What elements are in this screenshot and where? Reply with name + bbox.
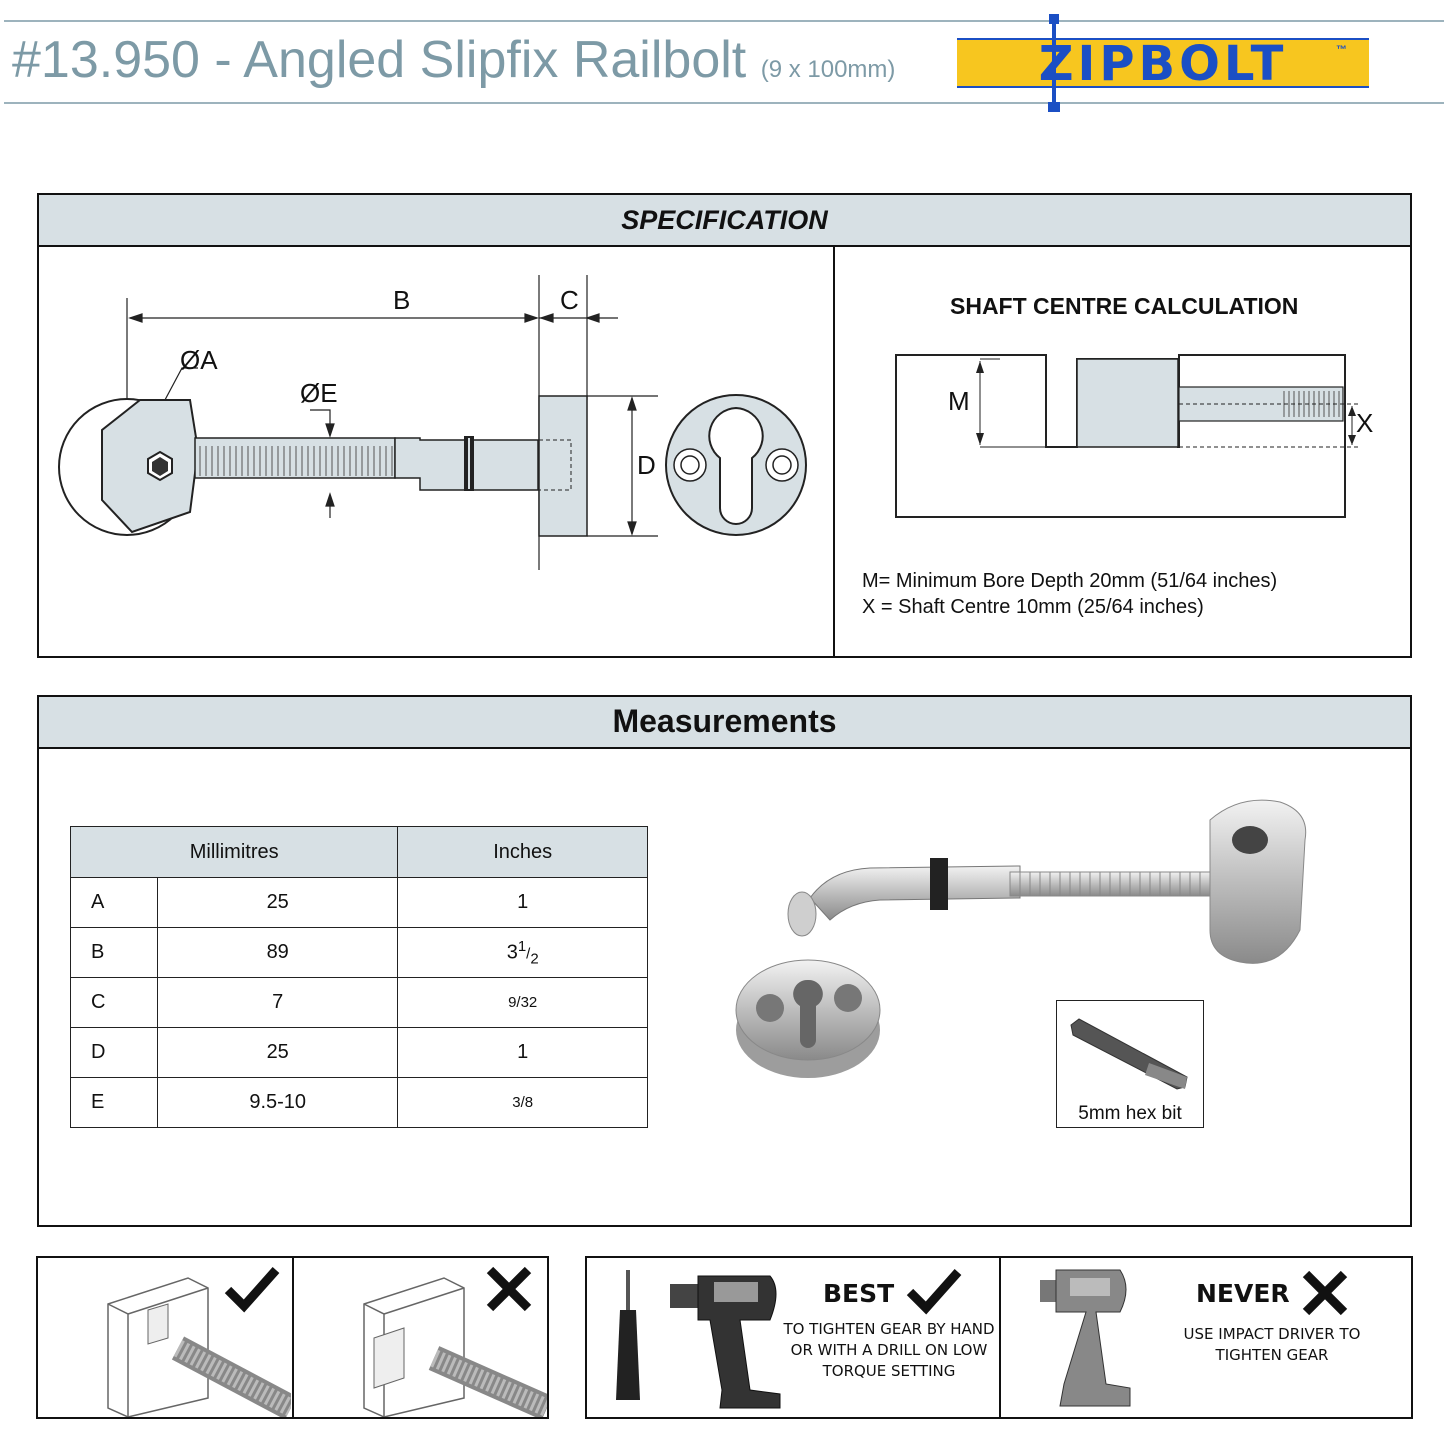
inches-value: 9/32	[398, 978, 648, 1028]
mm-value: 89	[158, 928, 398, 978]
hex-bit-label: 5mm hex bit	[1078, 1103, 1182, 1124]
table-row	[71, 878, 648, 928]
page-subtitle: (9 x 100mm)	[760, 56, 896, 83]
dim-c-label: C	[560, 285, 579, 315]
inches-value: 3/8	[398, 1078, 648, 1128]
hex-bit-icon	[1057, 1001, 1203, 1101]
column-header-mm: Millimitres	[71, 827, 398, 878]
note-bore-depth: M= Minimum Bore Depth 20mm (51/64 inches)	[862, 570, 1278, 592]
mm-value: 25	[158, 878, 398, 928]
trademark: ™	[1336, 44, 1347, 56]
dim-a-label: ØA	[180, 345, 218, 375]
never-label: NEVER	[1196, 1279, 1290, 1308]
best-line: TORQUE SETTING	[822, 1362, 956, 1380]
best-line: OR WITH A DRILL ON LOW	[790, 1341, 988, 1359]
brand-name: ZIPBOLT	[1038, 36, 1288, 92]
dim-d-label: D	[637, 450, 656, 480]
cross-icon	[484, 1264, 534, 1314]
shaft-m-label: M	[948, 386, 970, 416]
mm-value: 25	[158, 1028, 398, 1078]
zipbolt-logo	[957, 36, 1369, 92]
shaft-centre-diagram	[880, 345, 1390, 525]
product-photo	[720, 780, 1320, 1100]
inches-numerator: 1	[517, 937, 527, 955]
inches-value: $3^1/_2$	[398, 928, 648, 978]
inches-value: 1	[398, 878, 648, 928]
table-row	[71, 978, 648, 1028]
best-check-icon	[904, 1266, 964, 1316]
check-icon	[222, 1264, 282, 1314]
row-label: C	[71, 978, 158, 1028]
table-header-row	[71, 827, 648, 878]
bolt-dimension-drawing	[40, 250, 830, 650]
tool-divider	[999, 1258, 1001, 1417]
specification-heading: SPECIFICATION	[39, 195, 1410, 247]
dim-e-label: ØE	[300, 378, 338, 408]
shaft-centre-title: SHAFT CENTRE CALCULATION	[950, 293, 1299, 319]
note-shaft-centre: X = Shaft Centre 10mm (25/64 inches)	[862, 596, 1204, 618]
mm-value: 9.5-10	[158, 1078, 398, 1128]
inches-whole: 3	[506, 941, 518, 964]
best-label: BEST	[823, 1279, 895, 1308]
never-line: TIGHTEN GEAR	[1215, 1346, 1329, 1364]
dim-b-label: B	[393, 285, 411, 315]
bottom-rule	[4, 102, 1444, 104]
row-label: D	[71, 1028, 158, 1078]
measurements-heading: Measurements	[39, 697, 1410, 749]
best-description	[780, 1319, 998, 1382]
shaft-x-label: X	[1356, 408, 1374, 438]
row-label: B	[71, 928, 158, 978]
table-row	[71, 928, 648, 978]
never-line: USE IMPACT DRIVER TO	[1183, 1325, 1361, 1343]
measurements-table	[70, 826, 648, 1128]
mm-value: 7	[158, 978, 398, 1028]
table-row	[71, 1028, 648, 1078]
inches-denominator: 2	[530, 950, 539, 968]
top-rule	[4, 20, 1444, 22]
best-line: TO TIGHTEN GEAR BY HAND	[783, 1320, 995, 1338]
column-header-inches: Inches	[398, 827, 648, 878]
never-description	[1170, 1324, 1374, 1366]
never-cross-icon	[1300, 1268, 1350, 1318]
drill-icon	[610, 1270, 790, 1410]
inches-value: 1	[398, 1028, 648, 1078]
spec-divider	[833, 247, 835, 658]
row-label: E	[71, 1078, 158, 1128]
table-row	[71, 1078, 648, 1128]
page-title: #13.950 - Angled Slipfix Railbolt (9 x 100mm)	[12, 31, 896, 89]
impact-driver-icon	[1030, 1266, 1140, 1416]
hex-bit-box	[1056, 1000, 1204, 1128]
row-label: A	[71, 878, 158, 928]
